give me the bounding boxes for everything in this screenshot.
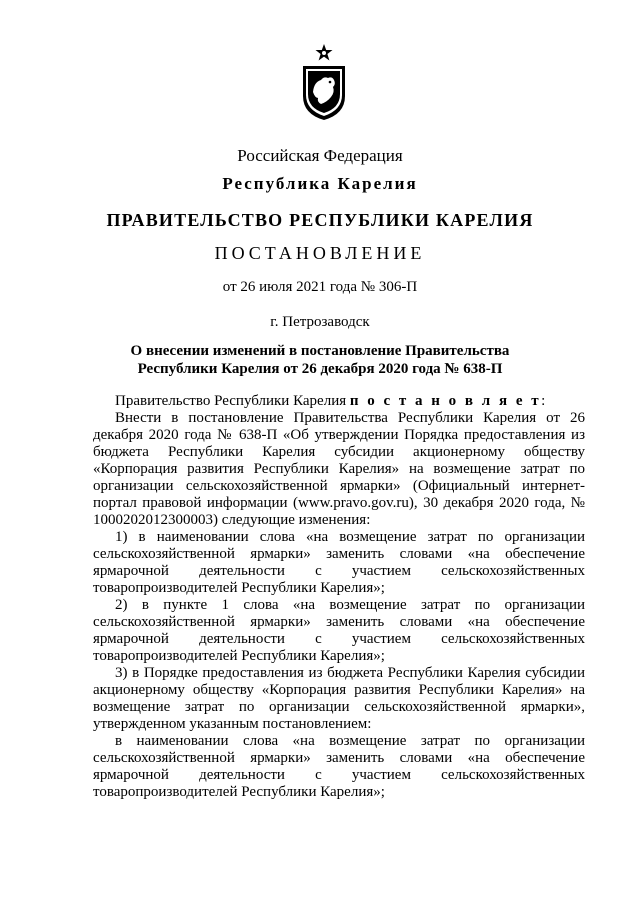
republic-name: Республика Карелия <box>222 174 418 193</box>
document-type: ПОСТАНОВЛЕНИЕ <box>214 243 426 263</box>
intro-resolves: п о с т а н о в л я е т <box>349 393 542 409</box>
paragraph-main: Внести в постановление Правительства Республики Карелия от 26 декабря 2020 года № 638-П «Об утверждении Порядка предоставления из бюджета Республики Карелия субсидии акционерному обществу «Корпорация развития Республики Карелия» на возмещение затрат по организации сельскохозяйственной ярмарки» (Официальный интернет-портал правовой информации (www.pravo.gov.ru), 30 декабря 2020 года, № 1000202012300003) следующие изменения: <box>93 410 585 528</box>
subject-line-2: Республики Карелия от 26 декабря 2020 года № 638-П <box>137 361 503 377</box>
document-city: г. Петрозаводск <box>270 314 370 330</box>
intro-paragraph <box>93 393 585 410</box>
paragraph-item-3: 3) в Порядке предоставления из бюджета Республики Карелия субсидии акционерному обществу «Корпорация развития Республики Карелия» на возмещение затрат по организации сельскохозяйственной ярмарки», утвержденном указанным постановлением: <box>93 665 585 732</box>
intro-suffix: : <box>541 393 546 409</box>
paragraph-item-1: 1) в наименовании слова «на возмещение затрат по организации сельскохозяйственной ярмарки» заменить словами «на обеспечение ярмарочной деятельности с участием сельскохозяйственных товаропроизводителей Республики Карелия»; <box>93 529 585 596</box>
subject-line-1: О внесении изменений в постановление Правительства <box>130 343 510 359</box>
karelia-coat-of-arms-icon <box>297 42 351 122</box>
government-title: ПРАВИТЕЛЬСТВО РЕСПУБЛИКИ КАРЕЛИЯ <box>106 210 534 230</box>
document-body <box>93 393 585 801</box>
paragraph-item-2: 2) в пункте 1 слова «на возмещение затрат по организации сельскохозяйственной ярмарки» заменить словами «на обеспечение ярмарочной деятельности с участием сельскохозяйственных товаропроизводителей Республики Карелия»; <box>93 597 585 664</box>
paragraph-subitem: в наименовании слова «на возмещение затрат по организации сельскохозяйственной ярмарки» заменить словами «на обеспечение ярмарочной деятельности с участием сельскохозяйственных товаропроизводителей Республики Карелия»; <box>93 733 585 800</box>
document-date-number: от 26 июля 2021 года № 306-П <box>222 279 418 295</box>
document-subject <box>120 342 520 378</box>
country-name: Российская Федерация <box>237 146 403 165</box>
intro-prefix: Правительство Республики Карелия <box>115 393 350 409</box>
